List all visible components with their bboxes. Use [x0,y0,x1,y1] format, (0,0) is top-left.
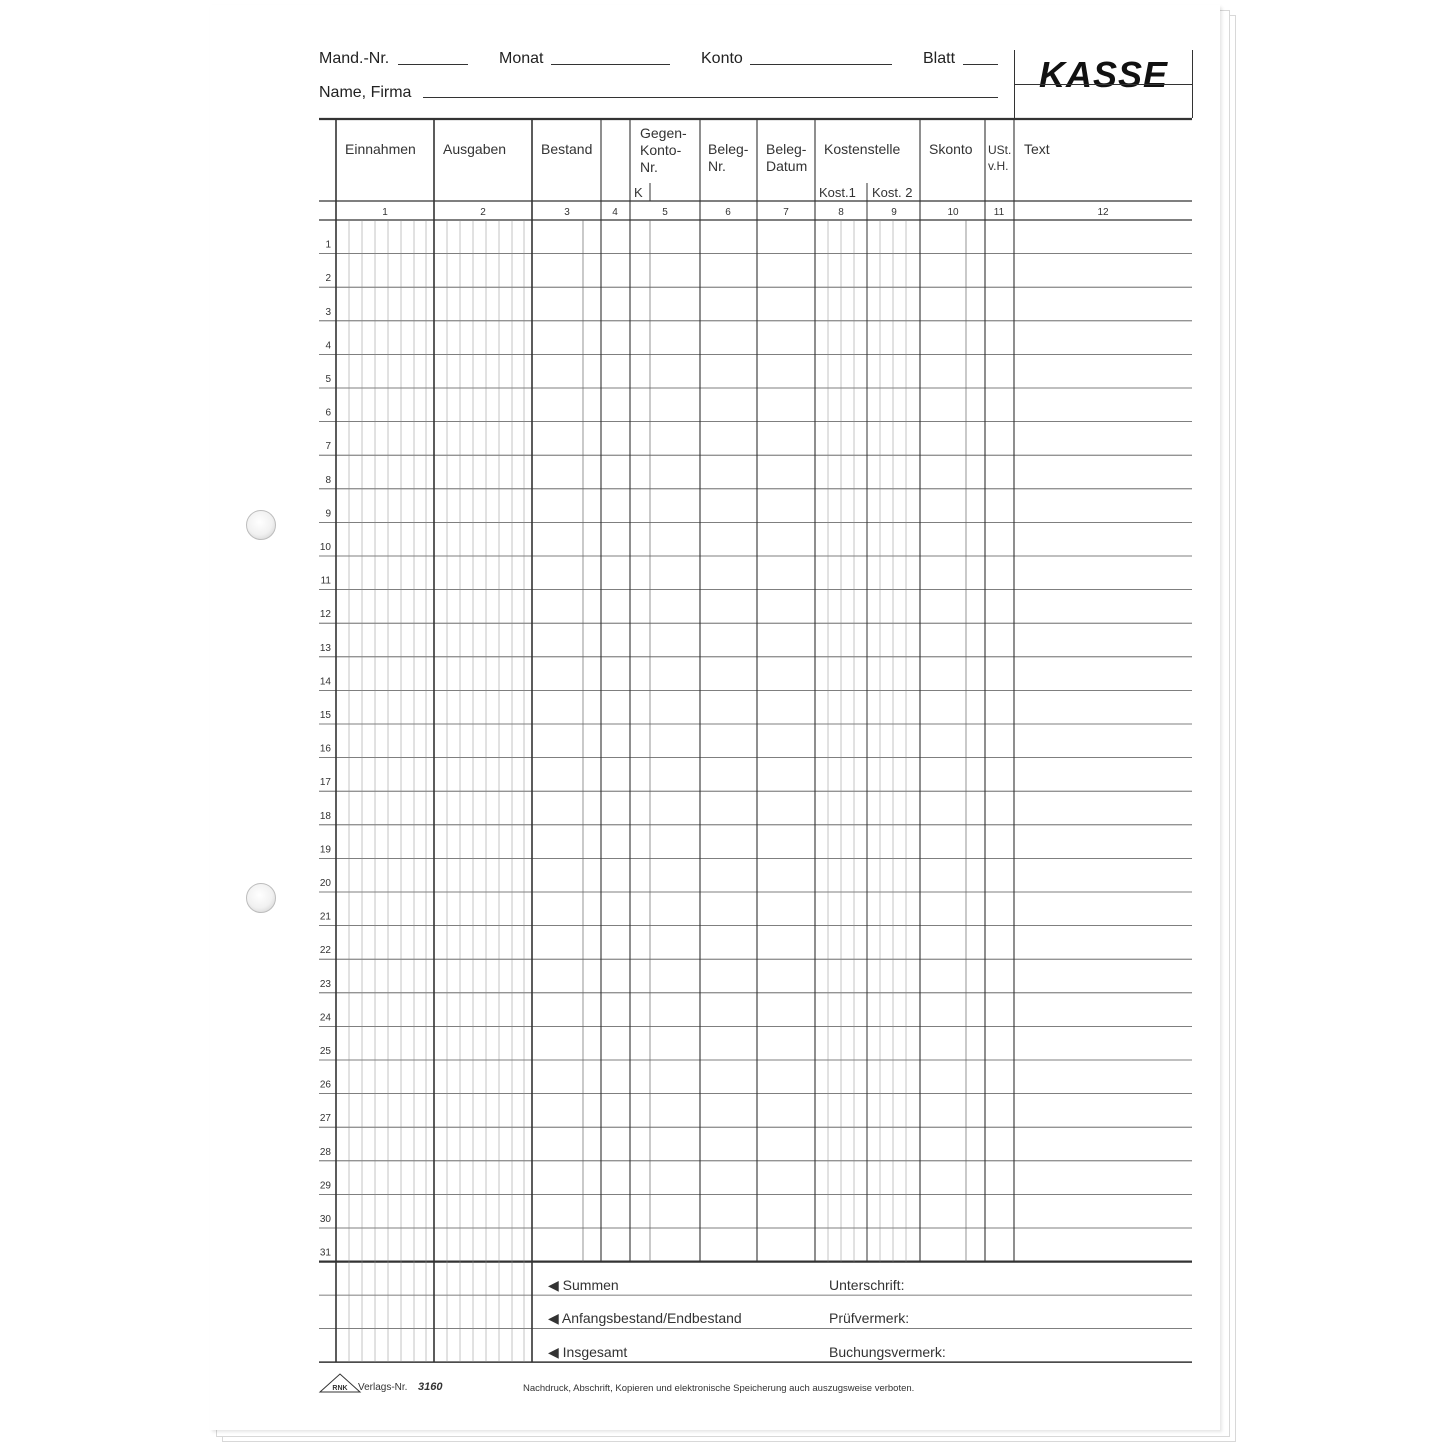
col-number-1: 1 [382,207,388,218]
col-header-gegenkonto-1: Gegen- [640,125,687,141]
row-numbers [320,240,332,1259]
pruefvermerk-label: Prüfvermerk: [829,1310,910,1326]
row-number-20: 20 [319,878,331,889]
col-header-gegenkonto-k: K [634,185,643,200]
row-number-7: 7 [325,441,331,453]
kasse-title: KASSE [1038,54,1169,95]
col-number-8: 8 [838,207,844,218]
column-numbers [382,207,1109,218]
rnk-logo [320,1374,360,1392]
row-number-30: 30 [319,1214,331,1225]
col-header-kost2: Kost. 2 [872,185,913,200]
buchungsvermerk-label: Buchungsvermerk: [829,1344,946,1360]
verlag-label: Verlags-Nr. [358,1382,408,1393]
verlag-number: 3160 [418,1381,443,1393]
row-number-5: 5 [325,374,331,385]
col-header-text: Text [1024,141,1050,157]
row-number-15: 15 [319,710,331,721]
blatt-label: Blatt [923,50,956,67]
row-number-22: 22 [319,945,331,957]
col-number-6: 6 [725,207,731,218]
row-number-8: 8 [325,474,331,486]
row-number-11: 11 [320,575,331,587]
col-header-beleg-nr-2: Nr. [708,158,726,174]
row-number-21: 21 [319,911,331,923]
col-number-9: 9 [891,207,897,218]
row-number-25: 25 [319,1046,331,1057]
col-header-einnahmen: Einnahmen [345,141,416,157]
col-number-4: 4 [612,207,618,218]
col-number-5: 5 [662,207,668,218]
row-number-1: 1 [325,239,331,251]
row-number-29: 29 [319,1180,331,1192]
col-header-kost1: Kost.1 [819,185,856,200]
rnk-logo-text: RNK [332,1385,348,1392]
row-number-3: 3 [325,306,331,318]
row-number-19: 19 [319,844,331,856]
summen-label: ◀ Summen [548,1277,619,1293]
col-header-gegenkonto-2: Konto- [640,142,682,158]
col-number-7: 7 [783,207,789,218]
row-number-26: 26 [319,1079,331,1091]
col-number-2: 2 [480,207,486,218]
copyright-notice: Nachdruck, Abschrift, Kopieren und elektronische Speicherung auch auszugsweise verboten. [523,1383,915,1394]
col-header-beleg-datum-1: Beleg- [766,141,807,157]
row-number-16: 16 [319,743,331,755]
row-number-6: 6 [325,407,331,419]
row-number-2: 2 [325,273,331,285]
unterschrift-label: Unterschrift: [829,1277,905,1293]
row-number-9: 9 [325,508,331,520]
insgesamt-label: ◀ Insgesamt [548,1344,628,1360]
col-header-gegenkonto-3: Nr. [640,159,658,175]
konto-label: Konto [701,50,743,67]
name-firma-label: Name, Firma [319,84,412,101]
col-header-ust-2: v.H. [988,159,1009,173]
col-number-12: 12 [1097,207,1109,218]
col-number-3: 3 [564,207,570,218]
row-number-14: 14 [319,676,331,688]
row-number-17: 17 [319,777,331,789]
row-number-23: 23 [319,978,331,990]
row-number-28: 28 [319,1146,331,1158]
row-number-12: 12 [319,609,331,621]
row-number-27: 27 [319,1113,331,1125]
col-number-11: 11 [993,207,1005,218]
col-number-10: 10 [947,207,959,218]
row-number-4: 4 [325,340,331,352]
col-header-skonto: Skonto [929,141,973,157]
col-header-ausgaben: Ausgaben [443,141,507,157]
row-number-31: 31 [319,1247,331,1259]
anfangsbestand-label: ◀ Anfangsbestand/Endbestand [548,1310,742,1326]
row-number-10: 10 [319,542,331,553]
row-number-18: 18 [319,810,331,822]
col-header-ust-1: USt. [988,143,1012,157]
monat-label: Monat [499,50,544,67]
row-number-13: 13 [319,642,331,654]
col-header-bestand: Bestand [541,141,593,157]
col-header-beleg-datum-2: Datum [766,158,808,174]
col-header-beleg-nr-1: Beleg- [708,141,749,157]
row-number-24: 24 [319,1012,331,1024]
mand-nr-label: Mand.-Nr. [319,50,390,67]
grid-lines [319,119,1192,1362]
col-header-kostenstelle: Kostenstelle [824,141,901,157]
